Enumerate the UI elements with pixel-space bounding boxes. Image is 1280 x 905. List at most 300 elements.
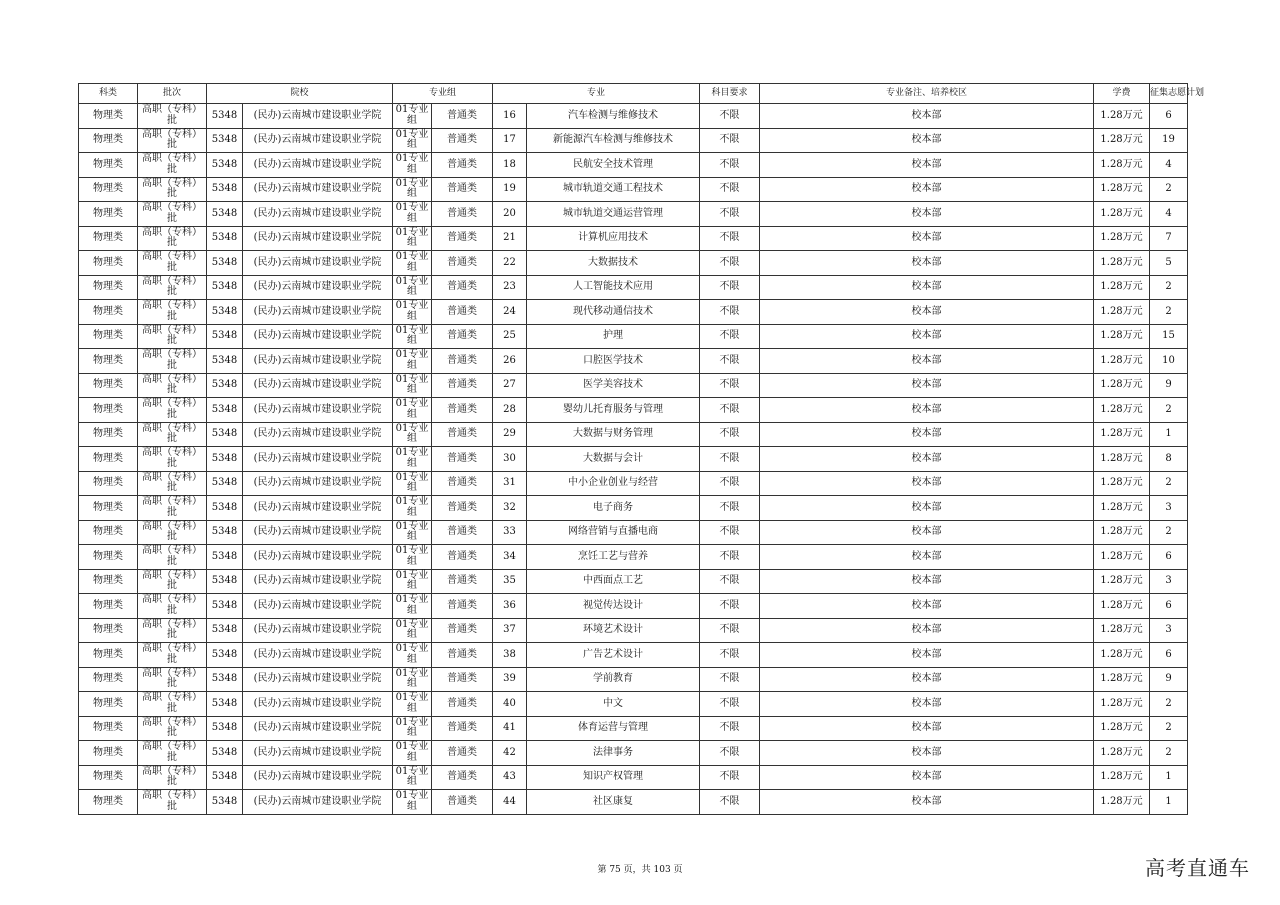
cell-batch [138,300,207,325]
cell-batch-line: 高职（专科） [142,153,202,165]
cell-subject-requirement: 不限 [700,349,760,374]
table-row [79,398,1188,423]
cell-major-notes: 校本部 [760,618,1094,643]
cell-group-code-line: 组 [407,506,418,518]
cell-major-name: 婴幼儿托育服务与管理 [527,398,700,423]
cell-batch-line: 高职（专科） [142,765,202,777]
cell-group-code [393,765,432,790]
cell-group-type: 普通类 [432,618,493,643]
cell-group-code-line: 01专业 [395,349,429,361]
cell-subject-type: 物理类 [79,104,138,129]
cell-subject-requirement: 不限 [700,324,760,349]
cell-major-name: 民航安全技术管理 [527,153,700,178]
cell-batch [138,520,207,545]
cell-major-name: 视觉传达设计 [527,594,700,619]
cell-group-type: 普通类 [432,422,493,447]
cell-group-code-line: 组 [407,653,418,665]
cell-batch-line: 批 [167,139,177,151]
cell-school-name: (民办)云南城市建设职业学院 [243,349,393,374]
table-row [79,618,1188,643]
cell-batch-line: 高职（专科） [142,300,202,312]
cell-group-type: 普通类 [432,716,493,741]
cell-major-name: 学前教育 [527,667,700,692]
cell-major-code: 29 [493,422,527,447]
cell-school-name: (民办)云南城市建设职业学院 [243,667,393,692]
table-row [79,545,1188,570]
cell-major-name: 环境艺术设计 [527,618,700,643]
cell-group-code [393,545,432,570]
cell-group-code [393,300,432,325]
cell-batch-line: 批 [167,433,177,445]
header-major-notes: 专业备注、培养校区 [760,84,1094,104]
cell-group-type: 普通类 [432,373,493,398]
cell-group-code-line: 01专业 [395,741,429,753]
cell-group-code [393,422,432,447]
cell-subject-type: 物理类 [79,790,138,815]
cell-batch-line: 高职（专科） [142,128,202,140]
cell-batch-line: 批 [167,629,177,641]
cell-subject-requirement: 不限 [700,177,760,202]
cell-batch-line: 高职（专科） [142,741,202,753]
cell-major-code: 35 [493,569,527,594]
cell-group-code [393,202,432,227]
cell-batch-line: 高职（专科） [142,594,202,606]
table-row [79,765,1188,790]
cell-major-code: 34 [493,545,527,570]
cell-batch-line: 高职（专科） [142,226,202,238]
cell-group-code-line: 组 [407,531,418,543]
cell-school-name: (民办)云南城市建设职业学院 [243,569,393,594]
cell-major-name: 城市轨道交通工程技术 [527,177,700,202]
cell-batch-line: 批 [167,359,177,371]
cell-subject-type: 物理类 [79,520,138,545]
cell-subject-requirement: 不限 [700,569,760,594]
cell-subject-requirement: 不限 [700,790,760,815]
cell-batch [138,618,207,643]
cell-subject-requirement: 不限 [700,765,760,790]
cell-group-code-line: 01专业 [395,202,429,214]
cell-school-name: (民办)云南城市建设职业学院 [243,177,393,202]
table-row [79,300,1188,325]
cell-school-code: 5348 [207,251,243,276]
cell-subject-requirement: 不限 [700,692,760,717]
cell-school-code: 5348 [207,300,243,325]
cell-major-name: 电子商务 [527,496,700,521]
cell-group-code [393,275,432,300]
cell-batch [138,545,207,570]
cell-major-name: 法律事务 [527,741,700,766]
table-row [79,741,1188,766]
cell-group-code-line: 01专业 [395,667,429,679]
cell-major-name: 知识产权管理 [527,765,700,790]
cell-major-code: 16 [493,104,527,129]
cell-major-notes: 校本部 [760,790,1094,815]
header-school: 院校 [207,84,393,104]
cell-group-code-line: 组 [407,702,418,714]
cell-subject-type: 物理类 [79,398,138,423]
cell-major-name: 现代移动通信技术 [527,300,700,325]
cell-school-name: (民办)云南城市建设职业学院 [243,545,393,570]
cell-school-code: 5348 [207,496,243,521]
cell-group-type: 普通类 [432,643,493,668]
cell-subject-requirement: 不限 [700,251,760,276]
cell-plan: 2 [1150,300,1188,325]
cell-batch-line: 批 [167,237,177,249]
cell-subject-requirement: 不限 [700,128,760,153]
cell-group-code-line: 组 [407,212,418,224]
cell-major-name: 中小企业创业与经营 [527,471,700,496]
cell-subject-requirement: 不限 [700,716,760,741]
cell-tuition: 1.28万元 [1094,104,1150,129]
header-tuition: 学费 [1094,84,1150,104]
cell-group-code-line: 组 [407,114,418,126]
cell-school-code: 5348 [207,226,243,251]
cell-plan: 2 [1150,177,1188,202]
cell-plan: 10 [1150,349,1188,374]
cell-major-name: 城市轨道交通运营管理 [527,202,700,227]
cell-group-type: 普通类 [432,471,493,496]
table-row [79,349,1188,374]
cell-school-name: (民办)云南城市建设职业学院 [243,520,393,545]
cell-batch-line: 批 [167,335,177,347]
cell-school-code: 5348 [207,202,243,227]
cell-subject-requirement: 不限 [700,300,760,325]
cell-batch [138,447,207,472]
cell-subject-type: 物理类 [79,128,138,153]
cell-school-name: (民办)云南城市建设职业学院 [243,692,393,717]
cell-group-code [393,447,432,472]
cell-school-name: (民办)云南城市建设职业学院 [243,765,393,790]
cell-major-notes: 校本部 [760,177,1094,202]
cell-group-code [393,104,432,129]
cell-major-code: 37 [493,618,527,643]
cell-major-notes: 校本部 [760,398,1094,423]
cell-group-code [393,398,432,423]
cell-group-code-line: 01专业 [395,422,429,434]
cell-group-code [393,569,432,594]
cell-batch-line: 批 [167,604,177,616]
cell-major-notes: 校本部 [760,643,1094,668]
table-row [79,569,1188,594]
cell-group-code [393,153,432,178]
cell-batch-line: 高职（专科） [142,324,202,336]
cell-group-type: 普通类 [432,545,493,570]
cell-subject-requirement: 不限 [700,373,760,398]
cell-tuition: 1.28万元 [1094,765,1150,790]
cell-group-code-line: 组 [407,482,418,494]
cell-subject-requirement: 不限 [700,447,760,472]
cell-major-code: 39 [493,667,527,692]
cell-major-name: 人工智能技术应用 [527,275,700,300]
cell-batch-line: 批 [167,286,177,298]
cell-subject-type: 物理类 [79,447,138,472]
cell-batch-line: 批 [167,727,177,739]
cell-plan: 5 [1150,251,1188,276]
cell-batch [138,790,207,815]
cell-batch [138,594,207,619]
cell-major-notes: 校本部 [760,716,1094,741]
cell-batch-line: 高职（专科） [142,177,202,189]
cell-school-name: (民办)云南城市建设职业学院 [243,300,393,325]
cell-major-code: 19 [493,177,527,202]
cell-major-code: 36 [493,594,527,619]
cell-batch [138,128,207,153]
cell-plan: 6 [1150,594,1188,619]
cell-major-code: 42 [493,741,527,766]
cell-tuition: 1.28万元 [1094,373,1150,398]
cell-group-type: 普通类 [432,765,493,790]
cell-school-code: 5348 [207,373,243,398]
cell-batch [138,716,207,741]
cell-subject-type: 物理类 [79,300,138,325]
cell-group-type: 普通类 [432,398,493,423]
cell-group-type: 普通类 [432,667,493,692]
cell-school-code: 5348 [207,471,243,496]
cell-batch [138,765,207,790]
cell-major-notes: 校本部 [760,520,1094,545]
cell-school-code: 5348 [207,153,243,178]
cell-group-type: 普通类 [432,496,493,521]
cell-major-notes: 校本部 [760,422,1094,447]
cell-major-code: 27 [493,373,527,398]
admission-plan-table [78,83,1205,815]
cell-tuition: 1.28万元 [1094,545,1150,570]
cell-group-type: 普通类 [432,177,493,202]
cell-batch [138,275,207,300]
cell-group-code-line: 组 [407,188,418,200]
cell-school-code: 5348 [207,643,243,668]
cell-plan: 6 [1150,643,1188,668]
cell-school-name: (民办)云南城市建设职业学院 [243,643,393,668]
cell-batch-line: 高职（专科） [142,618,202,630]
cell-major-code: 32 [493,496,527,521]
cell-batch-line: 高职（专科） [142,643,202,655]
cell-batch [138,398,207,423]
cell-plan: 7 [1150,226,1188,251]
cell-school-name: (民办)云南城市建设职业学院 [243,251,393,276]
cell-group-code [393,496,432,521]
cell-tuition: 1.28万元 [1094,177,1150,202]
cell-school-code: 5348 [207,790,243,815]
cell-batch-line: 批 [167,188,177,200]
cell-major-code: 17 [493,128,527,153]
cell-school-name: (民办)云南城市建设职业学院 [243,716,393,741]
cell-tuition: 1.28万元 [1094,471,1150,496]
cell-group-code [393,520,432,545]
cell-major-code: 22 [493,251,527,276]
cell-batch [138,692,207,717]
cell-tuition: 1.28万元 [1094,569,1150,594]
table-header-row [79,84,1188,104]
cell-tuition: 1.28万元 [1094,275,1150,300]
cell-major-code: 30 [493,447,527,472]
cell-school-name: (民办)云南城市建设职业学院 [243,373,393,398]
cell-group-type: 普通类 [432,741,493,766]
cell-batch-line: 高职（专科） [142,790,202,802]
cell-group-code-line: 01专业 [395,104,429,116]
header-subject-requirement: 科目要求 [700,84,760,104]
cell-school-code: 5348 [207,594,243,619]
cell-subject-type: 物理类 [79,569,138,594]
cell-group-code-line: 组 [407,286,418,298]
cell-major-code: 41 [493,716,527,741]
cell-major-notes: 校本部 [760,324,1094,349]
cell-plan: 15 [1150,324,1188,349]
cell-major-name: 广告艺术设计 [527,643,700,668]
cell-plan: 2 [1150,741,1188,766]
cell-school-code: 5348 [207,520,243,545]
table-row [79,692,1188,717]
cell-group-code-line: 组 [407,751,418,763]
cell-school-code: 5348 [207,104,243,129]
cell-batch-line: 高职（专科） [142,692,202,704]
table-row [79,153,1188,178]
cell-school-name: (民办)云南城市建设职业学院 [243,741,393,766]
cell-group-code-line: 01专业 [395,275,429,287]
cell-group-type: 普通类 [432,520,493,545]
cell-major-notes: 校本部 [760,594,1094,619]
cell-major-name: 大数据技术 [527,251,700,276]
cell-subject-type: 物理类 [79,741,138,766]
cell-group-code-line: 01专业 [395,692,429,704]
cell-group-code [393,790,432,815]
cell-tuition: 1.28万元 [1094,447,1150,472]
cell-group-code-line: 01专业 [395,251,429,263]
table-row [79,251,1188,276]
cell-major-name: 护理 [527,324,700,349]
table-row [79,324,1188,349]
cell-plan: 4 [1150,202,1188,227]
cell-batch [138,104,207,129]
cell-batch-line: 批 [167,212,177,224]
cell-major-code: 44 [493,790,527,815]
cell-group-type: 普通类 [432,447,493,472]
cell-tuition: 1.28万元 [1094,153,1150,178]
cell-batch-line: 高职（专科） [142,716,202,728]
cell-tuition: 1.28万元 [1094,618,1150,643]
cell-group-code [393,667,432,692]
cell-group-code-line: 组 [407,433,418,445]
cell-group-code-line: 01专业 [395,153,429,165]
cell-major-name: 中文 [527,692,700,717]
cell-batch-line: 批 [167,482,177,494]
cell-batch-line: 高职（专科） [142,496,202,508]
cell-batch-line: 批 [167,163,177,175]
cell-subject-requirement: 不限 [700,667,760,692]
cell-subject-requirement: 不限 [700,398,760,423]
cell-group-code-line: 组 [407,457,418,469]
cell-group-type: 普通类 [432,349,493,374]
cell-group-code [393,741,432,766]
cell-plan: 1 [1150,422,1188,447]
cell-subject-type: 物理类 [79,153,138,178]
cell-tuition: 1.28万元 [1094,716,1150,741]
cell-school-code: 5348 [207,618,243,643]
cell-major-notes: 校本部 [760,153,1094,178]
cell-batch-line: 批 [167,310,177,322]
cell-major-name: 医学美容技术 [527,373,700,398]
table-row [79,226,1188,251]
cell-group-code-line: 01专业 [395,716,429,728]
cell-subject-type: 物理类 [79,202,138,227]
cell-major-code: 26 [493,349,527,374]
cell-tuition: 1.28万元 [1094,300,1150,325]
cell-group-code-line: 组 [407,776,418,788]
cell-group-type: 普通类 [432,104,493,129]
header-major-group: 专业组 [393,84,493,104]
cell-plan: 2 [1150,520,1188,545]
cell-tuition: 1.28万元 [1094,226,1150,251]
table-row [79,104,1188,129]
cell-group-code-line: 组 [407,678,418,690]
cell-group-code-line: 组 [407,261,418,273]
cell-batch-line: 批 [167,531,177,543]
cell-batch-line: 批 [167,580,177,592]
cell-school-code: 5348 [207,447,243,472]
table-row [79,790,1188,815]
cell-school-code: 5348 [207,324,243,349]
cell-group-code-line: 01专业 [395,765,429,777]
cell-plan: 19 [1150,128,1188,153]
cell-group-type: 普通类 [432,569,493,594]
cell-group-type: 普通类 [432,153,493,178]
table-row [79,177,1188,202]
cell-major-notes: 校本部 [760,202,1094,227]
cell-group-type: 普通类 [432,594,493,619]
cell-group-code [393,177,432,202]
cell-school-name: (民办)云南城市建设职业学院 [243,202,393,227]
cell-group-code-line: 01专业 [395,790,429,802]
cell-group-type: 普通类 [432,790,493,815]
cell-group-code-line: 01专业 [395,300,429,312]
cell-batch-line: 批 [167,408,177,420]
cell-plan: 8 [1150,447,1188,472]
cell-group-code-line: 01专业 [395,128,429,140]
cell-major-notes: 校本部 [760,765,1094,790]
cell-group-code-line: 组 [407,310,418,322]
cell-group-code-line: 01专业 [395,177,429,189]
cell-school-code: 5348 [207,716,243,741]
cell-batch-line: 高职（专科） [142,667,202,679]
cell-school-name: (民办)云南城市建设职业学院 [243,324,393,349]
cell-subject-type: 物理类 [79,251,138,276]
cell-batch [138,569,207,594]
cell-batch [138,177,207,202]
cell-batch-line: 高职（专科） [142,545,202,557]
cell-group-code [393,349,432,374]
cell-group-code-line: 组 [407,604,418,616]
cell-subject-type: 物理类 [79,765,138,790]
cell-plan: 2 [1150,716,1188,741]
cell-subject-requirement: 不限 [700,618,760,643]
cell-major-notes: 校本部 [760,447,1094,472]
cell-major-name: 网络营销与直播电商 [527,520,700,545]
cell-tuition: 1.28万元 [1094,349,1150,374]
cell-major-name: 大数据与财务管理 [527,422,700,447]
table-row [79,128,1188,153]
cell-group-code-line: 01专业 [395,496,429,508]
cell-group-code [393,128,432,153]
cell-major-code: 28 [493,398,527,423]
cell-subject-requirement: 不限 [700,226,760,251]
cell-group-code [393,226,432,251]
cell-batch-line: 高职（专科） [142,349,202,361]
cell-group-code [393,692,432,717]
cell-major-code: 33 [493,520,527,545]
cell-group-code-line: 01专业 [395,373,429,385]
cell-plan: 2 [1150,692,1188,717]
cell-major-notes: 校本部 [760,471,1094,496]
